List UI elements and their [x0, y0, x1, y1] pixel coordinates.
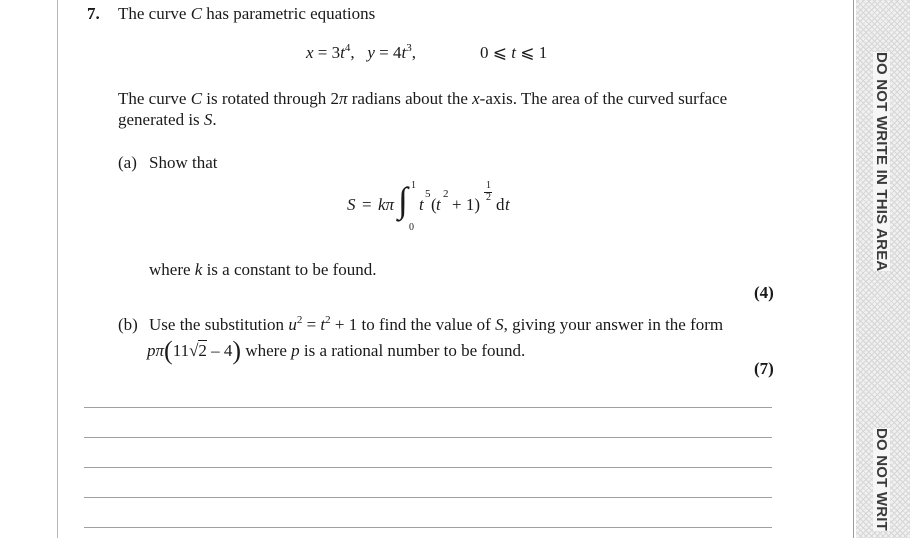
answer-line[interactable] [84, 527, 772, 528]
lower-limit: 0 [409, 222, 414, 233]
answer-line[interactable] [84, 407, 772, 408]
part-b-marks: (7) [754, 359, 774, 378]
question-intro: The curve C has parametric equations [118, 4, 376, 23]
answer-line[interactable] [84, 467, 772, 468]
generated-sentence: generated is S. [118, 110, 217, 129]
upper-limit: 1 [411, 180, 416, 191]
answer-line[interactable] [84, 497, 772, 498]
integral-sign: ∫ [398, 180, 408, 220]
part-b-label: (b) [118, 315, 138, 334]
half-numerator: 1 [486, 180, 491, 191]
part-a-marks: (4) [754, 283, 774, 302]
part-b-line1: Use the substitution $u^2 = t^2 + 1$ to find the value of S, giving your answer in the form [149, 314, 724, 334]
exam-page: DO NOT WRITE IN THIS AREA DO NOT WRIT 7. The curve C has parametric equations $x = 3t^4$, $y = 4t^3$, 0 ⩽ t ⩽ 1 The curve C is rotated through 2π radians about the x-axis. The area of the curved surface generated is S. (a) Show that S = kπ ∫ 1 0 t 5 ( t 2 + 1) 1 2 d t where k is a constant to be found. (4) (b) Use the substitution $u^2 = t^2 + 1$ to find the value of S, giving your answer in the form pπ(11√2 – 4) where p is a rational number to be found. (7) [0, 0, 910, 538]
part-a-where: where k is a constant to be found. [149, 260, 377, 279]
left-margin-rule [57, 0, 58, 538]
rotation-sentence: The curve C is rotated through 2π radians about the x-axis. The area of the curved surface [118, 89, 728, 108]
part-a-text: Show that [149, 153, 218, 172]
part-a-label: (a) [118, 153, 137, 172]
part-b-line2: pπ(11√2 – 4) where p is a rational number to be found. [147, 336, 526, 365]
answer-line[interactable] [84, 437, 772, 438]
margin-warning-1: DO NOT WRITE IN THIS AREA [873, 52, 890, 272]
half-denominator: 2 [486, 192, 491, 203]
parameter-range: 0 ⩽ t ⩽ 1 [480, 43, 548, 62]
margin-warning-2: DO NOT WRIT [873, 428, 890, 532]
right-margin-rule [853, 0, 854, 538]
question-number: 7. [87, 4, 100, 23]
parametric-equations: $x = 3t^4$, $y = 4t^3$, [306, 42, 416, 62]
